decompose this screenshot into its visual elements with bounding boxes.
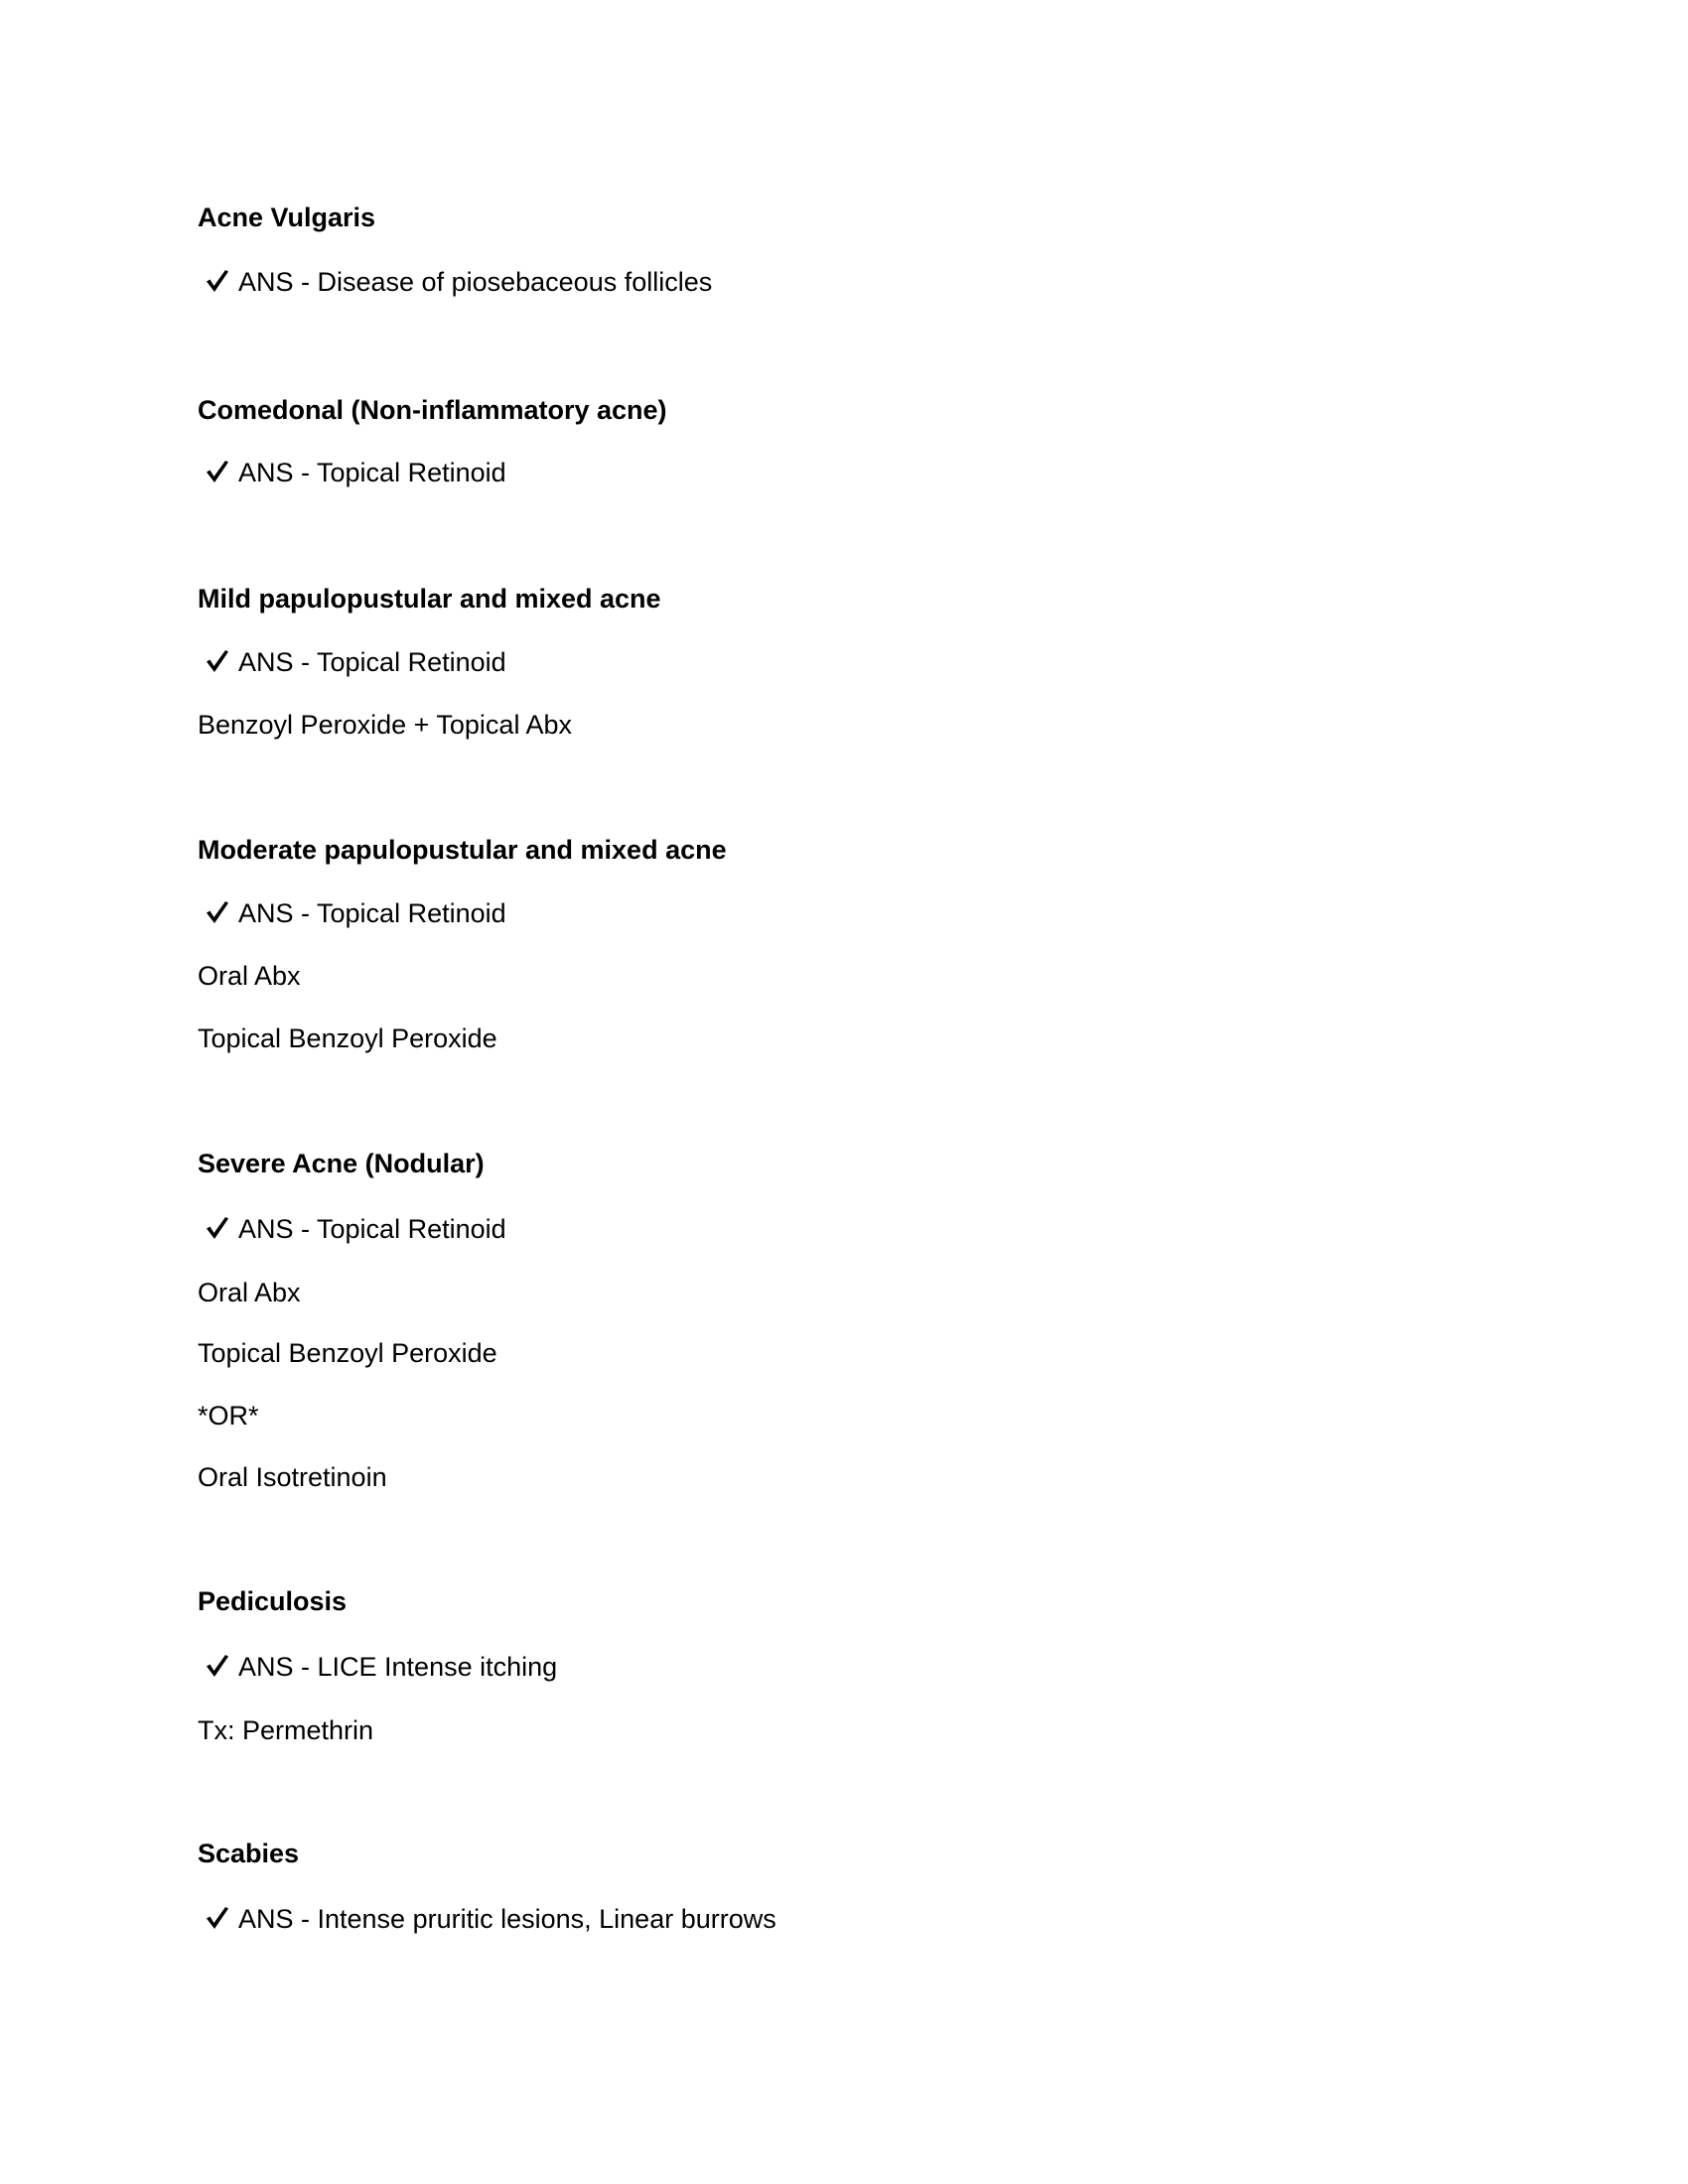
note-line: Oral Abx <box>198 1278 301 1307</box>
section-heading: Pediculosis <box>198 1586 348 1616</box>
check-mark-icon <box>206 900 228 923</box>
check-mark-icon <box>206 1654 228 1677</box>
section-heading: Acne Vulgaris <box>198 203 376 232</box>
section-heading: Scabies <box>198 1839 300 1868</box>
note-line: Topical Benzoyl Peroxide <box>198 1024 497 1053</box>
note-line: *OR* <box>198 1401 259 1431</box>
answer-text: ANS - Topical Retinoid <box>238 458 506 487</box>
section-heading: Severe Acne (Nodular) <box>198 1149 485 1178</box>
note-line: Oral Abx <box>198 961 301 991</box>
section-heading: Mild papulopustular and mixed acne <box>198 584 661 614</box>
answer-text: ANS - Topical Retinoid <box>238 898 506 928</box>
note-line: Topical Benzoyl Peroxide <box>198 1338 497 1368</box>
check-mark-icon <box>206 649 228 672</box>
answer-text: ANS - Topical Retinoid <box>238 1214 506 1244</box>
note-line: Benzoyl Peroxide + Topical Abx <box>198 710 572 740</box>
check-mark-icon <box>206 1906 228 1929</box>
note-line: Oral Isotretinoin <box>198 1462 387 1492</box>
check-mark-icon <box>206 460 228 482</box>
answer-text: ANS - Topical Retinoid <box>238 647 506 677</box>
note-line: Tx: Permethrin <box>198 1715 374 1745</box>
answer-text: ANS - LICE Intense itching <box>238 1652 558 1682</box>
section-heading: Moderate papulopustular and mixed acne <box>198 835 727 865</box>
check-mark-icon <box>206 269 228 292</box>
answer-text: ANS - Disease of piosebaceous follicles <box>238 267 713 297</box>
section-heading: Comedonal (Non-inflammatory acne) <box>198 395 667 425</box>
check-mark-icon <box>206 1216 228 1239</box>
answer-text: ANS - Intense pruritic lesions, Linear burrows <box>238 1904 776 1934</box>
